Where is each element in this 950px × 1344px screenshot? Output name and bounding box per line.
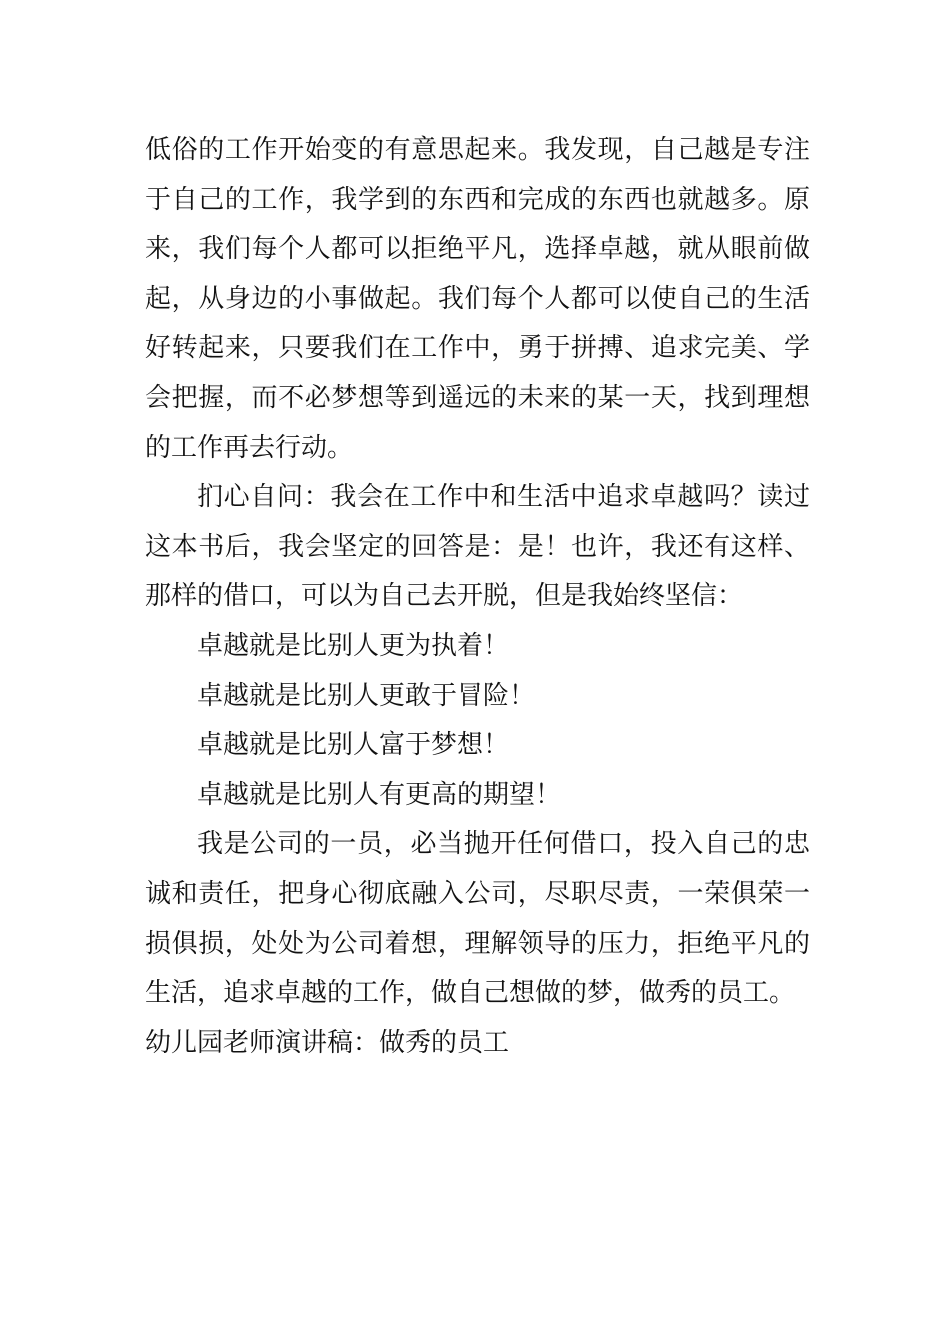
text-line: 损俱损，处处为公司着想，理解领导的压力，拒绝平凡的 — [145, 928, 810, 959]
text-line: 我是公司的一员，必当抛开任何借口，投入自己的忠 — [197, 829, 810, 860]
document-body — [145, 126, 810, 1068]
statement-line: 卓越就是比别人更为执着！ — [197, 630, 510, 661]
text-line: 那样的借口，可以为自己去开脱，但是我始终坚信： — [145, 581, 744, 612]
paragraph-1 — [145, 126, 810, 473]
statements-list — [145, 622, 810, 820]
text-line: 的工作再去行动。 — [145, 432, 354, 463]
paragraph-2 — [145, 473, 810, 622]
text-line: 起，从身边的小事做起。我们每个人都可以使自己的生活 — [145, 283, 810, 314]
text-line: 低俗的工作开始变的有意思起来。我发现，自己越是专注 — [145, 135, 810, 165]
text-line: 诚和责任，把身心彻底融入公司，尽职尽责，一荣俱荣一 — [145, 878, 810, 909]
text-line: 于自己的工作，我学到的东西和完成的东西也就越多。原 — [145, 184, 810, 215]
text-line: 生活，追求卓越的工作，做自己想做的梦，做秀的员工。 — [145, 978, 796, 1009]
paragraph-3 — [145, 820, 810, 1018]
text-line: 扪心自问：我会在工作中和生活中追求卓越吗？读过 — [197, 482, 810, 513]
text-line: 这本书后，我会坚定的回答是：是！也许，我还有这样、 — [145, 531, 810, 562]
statement-line: 卓越就是比别人富于梦想！ — [197, 730, 510, 761]
text-line: 来，我们每个人都可以拒绝平凡，选择卓越，就从眼前做 — [145, 234, 810, 265]
text-line: 好转起来，只要我们在工作中，勇于拼搏、追求完美、学 — [145, 333, 810, 364]
text-line: 会把握，而不必梦想等到遥远的未来的某一天，找到理想 — [145, 382, 810, 413]
statement-line: 卓越就是比别人更敢于冒险！ — [197, 680, 536, 711]
closing-title: 幼儿园老师演讲稿：做秀的员工 — [145, 1027, 510, 1058]
statement-line: 卓越就是比别人有更高的期望！ — [197, 779, 562, 810]
